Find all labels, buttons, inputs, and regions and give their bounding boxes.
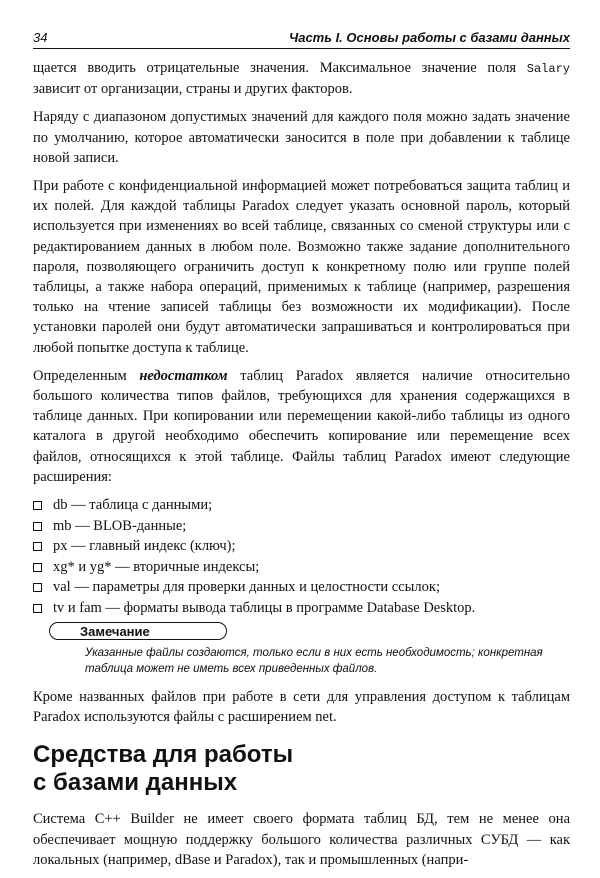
section-heading-line: с базами данных — [33, 769, 238, 797]
book-page — [33, 30, 570, 878]
list-item — [33, 598, 570, 619]
list-item-text: tv и fam — форматы вывода таблицы в программе Database Desktop. — [53, 599, 476, 616]
list-item-text: xg* и yg* — вторичные индексы; — [53, 558, 260, 575]
paragraph-default-value: Наряду с диапазоном допустимых значений для каждого поля можно задать значение по умолчанию, которое автоматически заносится в поле при добавлении к таблице новой записи. — [33, 109, 570, 166]
list-item — [33, 557, 570, 578]
checkbox-bullet-icon — [33, 583, 42, 592]
paragraph-file-types — [33, 366, 570, 487]
list-item — [33, 536, 570, 557]
emphasis-term: недостатком — [139, 367, 228, 384]
paragraph-text: Определенным — [33, 367, 140, 384]
list-item — [33, 495, 570, 516]
extension-list — [33, 495, 570, 618]
paragraph-passwords: При работе с конфиденциальной информацией может потребоваться защита таблиц и их полей. Для каждой таблицы Paradox следует указать основной пароль, который используется при изменениях во всей таблице, связанных со сменой структуры или с редактированием данных в любом поле. Возможно также задание дополнительного пароля, позволяющего ограничить доступ к конкретному полю или группе полей таблицы, а также набора операций, применимых к таблице (например, разрешения только на чтение записей таблицы без возможности их модификации). После установки паролей они будут автоматически запрашиваться и контролироваться при любой попытке доступа к таблице. — [33, 178, 570, 356]
checkbox-bullet-icon — [33, 563, 42, 572]
list-item-text: px — главный индекс (ключ); — [53, 538, 236, 555]
paragraph-text: зависит от организации, страны и других факторов. — [33, 81, 353, 98]
note-label: Замечание — [49, 622, 227, 640]
part-title: Часть I. Основы работы с базами данных — [289, 30, 570, 45]
note-block — [33, 622, 570, 677]
section-heading — [33, 741, 570, 797]
paragraph-text: таблиц Paradox является наличие относительно большого количества типов файлов, требующихся для хранения содержащихся в таблице данных. При копировании или перемещении какой-либо таблицы из одного каталога в другой необходимо обеспечить копирование или перемещение всех файлов, относящихся к этой таблице. Файлы таблиц Paradox имеют следующие расширения: — [33, 367, 570, 485]
list-item — [33, 516, 570, 537]
code-salary: Salary — [526, 62, 570, 76]
checkbox-bullet-icon — [33, 501, 42, 510]
list-item-text: mb — BLOB-данные; — [53, 517, 187, 534]
paragraph-salary — [33, 58, 570, 99]
paragraph-net-files: Кроме названных файлов при работе в сети для управления доступом к таблицам Paradox используются файлы с расширением net. — [33, 689, 570, 726]
section-heading-line: Средства для работы — [33, 741, 294, 769]
checkbox-bullet-icon — [33, 604, 42, 613]
checkbox-bullet-icon — [33, 542, 42, 551]
checkbox-bullet-icon — [33, 522, 42, 531]
page-number: 34 — [33, 30, 48, 45]
paragraph-builder: Система C++ Builder не имеет своего формата таблиц БД, тем не менее она обеспечивает мощную поддержку большого количества различных СУБД — как локальных (например, dBase и Paradox), так и промышленных (напри- — [33, 811, 570, 868]
list-item-text: val — параметры для проверки данных и целостности ссылок; — [53, 579, 440, 596]
note-text: Указанные файлы создаются, только если в них есть необходимость; конкретная таблица может не иметь всех приведенных файлов. — [85, 647, 543, 676]
list-item — [33, 577, 570, 598]
running-header — [33, 30, 570, 49]
list-item-text: db — таблица с данными; — [53, 497, 213, 514]
paragraph-text: щается вводить отрицательные значения. Максимальное значение поля — [33, 60, 527, 76]
